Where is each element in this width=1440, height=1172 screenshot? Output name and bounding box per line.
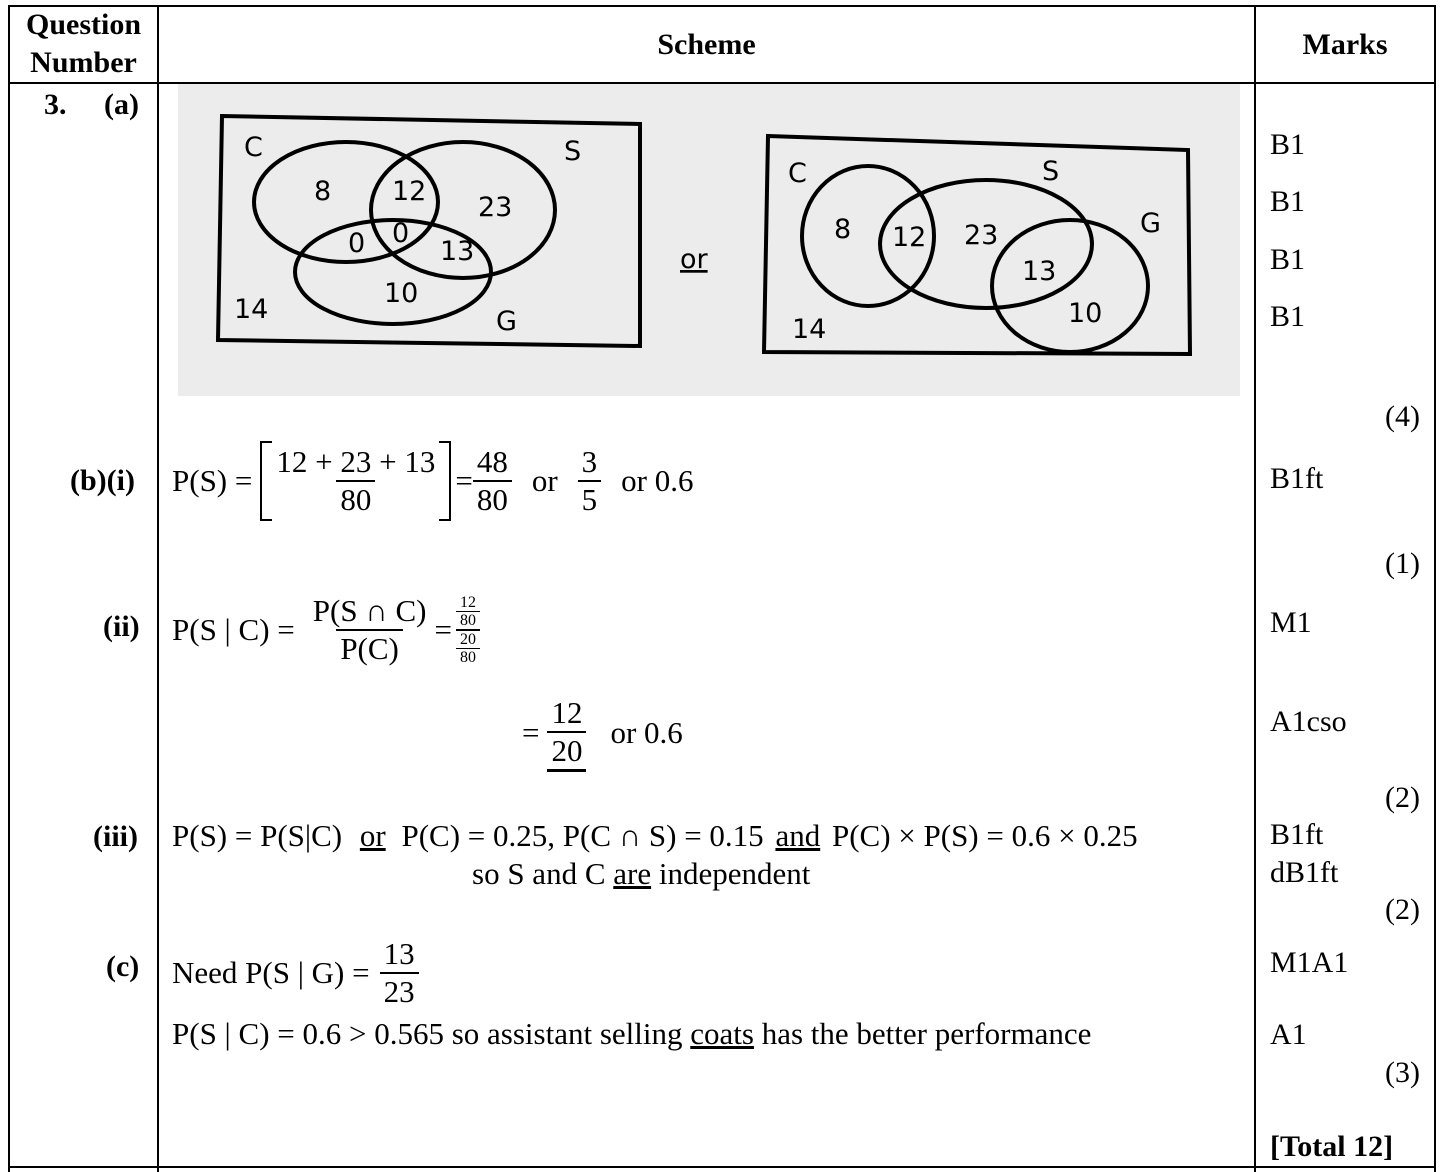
column-divider-2 [1254,5,1256,1172]
left-value-g-only: 10 [384,278,419,309]
mark-biii-2: dB1ft [1270,856,1339,889]
part-ii-label: (ii) [103,610,140,643]
part-iii-label: (iii) [93,820,138,853]
question-number: 3. [44,88,67,121]
mark-c-2: A1 [1270,1018,1307,1051]
venn-diagram-figure [178,84,1240,396]
right-value-sg: 13 [1022,256,1057,287]
left-value-c-only: 8 [314,176,332,207]
left-value-sg: 13 [440,236,475,267]
b-i-working: P(S) = $\frac{12 + 23 + 13}{80}$ = $\frac{48}{80}$ or $\frac{3}{5}$ or 0.6 [172,438,693,524]
right-value-cs: 12 [892,222,927,253]
mark-bi: B1ft [1270,462,1324,495]
left-value-cs: 12 [392,176,427,207]
header-scheme: Scheme [657,28,756,61]
column-divider-1 [157,5,159,1172]
left-value-csg: 0 [392,218,410,249]
mark-a-1: B1 [1270,128,1306,161]
venn-or-text: or [680,244,708,275]
b-ii-result: = $\frac{12}{20}$ or 0.6 [522,688,683,778]
mark-bii-total: (2) [1385,781,1420,814]
left-value-s-only: 23 [478,192,513,223]
b-iii-line1: P(S) = P(S|C) or P(C) = 0.25, P(C ∩ S) = 0.15 and P(C) × P(S) = 0.6 × 0.25 [172,818,1138,853]
mark-c-total: (3) [1385,1056,1420,1089]
b-ii-working: P(S | C) = $\frac{P(S \cap C)}{P(C)}$ = $\frac{\frac{12}{80}}{\frac{20}{80}}$ [172,588,480,672]
part-c-label: (c) [106,950,140,983]
mark-a-3: B1 [1270,243,1306,276]
venn-diagram-svg [178,84,1240,396]
part-bi-label: (b)(i) [70,464,135,497]
left-value-cg: 0 [348,228,366,259]
mark-bii-1: M1 [1270,606,1312,639]
table-border-bottom [8,1166,1436,1168]
mark-grand-total: [Total 12] [1270,1130,1394,1163]
c-line2: P(S | C) = 0.6 > 0.565 so assistant selling coats has the better performance [172,1016,1092,1051]
right-value-s-only: 23 [964,220,999,251]
mark-a-total: (4) [1385,400,1420,433]
table-border-left [8,5,10,1172]
right-label-c: C [788,158,807,189]
right-value-g-only: 10 [1068,298,1103,329]
right-label-s: S [1042,156,1060,187]
left-label-s: S [564,136,582,167]
mark-a-4: B1 [1270,300,1306,333]
mark-c-1: M1A1 [1270,946,1349,979]
mark-bi-total: (1) [1385,547,1420,580]
mark-a-2: B1 [1270,185,1306,218]
part-a-label: (a) [104,88,139,121]
mark-bii-2: A1cso [1270,705,1347,738]
right-value-outside: 14 [792,314,827,345]
left-label-g: G [496,306,517,337]
left-label-c: C [244,132,263,163]
c-line1: Need P(S | G) = $\frac{13}{23}$ [172,930,419,1016]
mark-biii-1: B1ft [1270,818,1324,851]
left-value-outside: 14 [234,294,269,325]
right-label-g: G [1140,208,1161,239]
mark-biii-total: (2) [1385,893,1420,926]
table-border-top [8,5,1436,7]
right-value-c-only: 8 [834,214,852,245]
table-border-right [1434,5,1436,1172]
header-question-number: Question Number [25,8,142,79]
header-marks: Marks [1302,28,1388,61]
b-iii-line2: so S and C are independent [472,856,811,891]
right-circle-g [992,220,1148,352]
